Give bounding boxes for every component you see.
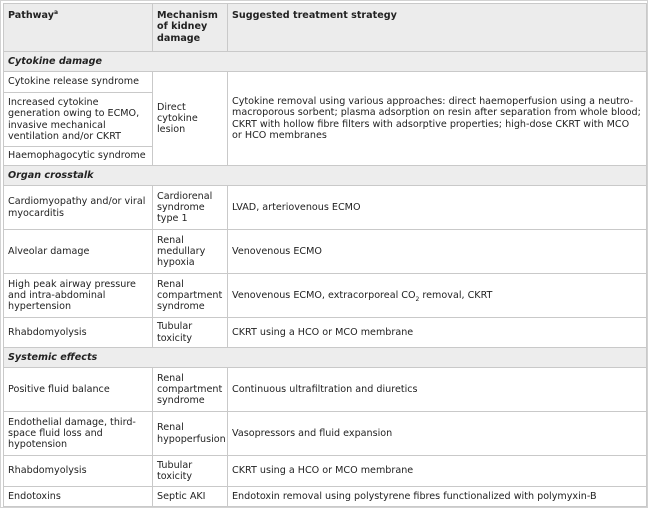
strategy-cell: Venovenous ECMO [228,230,647,274]
strategy-cell: Endotoxin removal using polystyrene fibres functionalized with polymyxin-B [228,487,647,507]
mechanism-cell: Renal hypoperfusion [153,412,228,456]
pathway-cell: High peak airway pressure and intra-abdominal hypertension [4,274,153,318]
mechanism-cell: Cardiorenal syndrome type 1 [153,186,228,230]
pathway-cell: Positive fluid balance [4,368,153,412]
section-title: Systemic effects [4,348,647,368]
strategy-cell: LVAD, arteriovenous ECMO [228,186,647,230]
mechanism-cell: Tubular toxicity [153,318,228,348]
section-row-cytokine [4,52,647,72]
strategy-cell: CKRT using a HCO or MCO membrane [228,318,647,348]
mechanism-cell: Renal compartment syndrome [153,368,228,412]
pathway-cell: Rhabdomyolysis [4,456,153,487]
mechanism-cell: Direct cytokine lesion [153,72,228,166]
strategy-cell: CKRT using a HCO or MCO membrane [228,456,647,487]
section-row-systemic [4,348,647,368]
treatment-table [3,3,647,507]
pathway-cell: Alveolar damage [4,230,153,274]
pathway-cell: Increased cytokine generation owing to ECMO, invasive mechanical ventilation and/or CKRT [4,93,153,147]
table-row [4,412,647,456]
strategy-cell: Venovenous ECMO, extracorporeal $CO_2$ removal, CKRT [228,274,647,318]
table-row [4,368,647,412]
table-row [4,186,647,230]
table-row [4,487,647,507]
header-row [4,4,647,52]
pathway-cell: Cytokine release syndrome [4,72,153,93]
mechanism-cell: Renal medullary hypoxia [153,230,228,274]
section-title: Organ crosstalk [4,166,647,186]
section-row-crosstalk [4,166,647,186]
footnote-marker: a [53,8,59,16]
pathway-cell: Endothelial damage, third-space fluid loss and hypotension [4,412,153,456]
pathway-cell: Cardiomyopathy and/or viral myocarditis [4,186,153,230]
mechanism-cell: Renal compartment syndrome [153,274,228,318]
mechanism-cell: Tubular toxicity [153,456,228,487]
pathway-cell: Haemophagocytic syndrome [4,147,153,166]
strategy-cell: Continuous ultrafiltration and diuretics [228,368,647,412]
header-mechanism: Mechanism of kidney damage [153,4,228,52]
table-row [4,318,647,348]
pathway-cell: Endotoxins [4,487,153,507]
table-row [4,274,647,318]
pathway-cell: Rhabdomyolysis [4,318,153,348]
section-title: Cytokine damage [4,52,647,72]
strategy-cell: Vasopressors and fluid expansion [228,412,647,456]
strategy-cell: Cytokine removal using various approaches: direct haemoperfusion using a neutro-macroporous sorbent; plasma adsorption on resin after separation from whole blood; CKRT with hollow fibre filters with adsorptive properties; high-dose CKRT with MCO or HCO membranes [228,72,647,166]
header-pathway: Pathway$^a$ [4,4,153,52]
header-strategy: Suggested treatment strategy [228,4,647,52]
table-row [4,72,647,93]
table-row [4,456,647,487]
mechanism-cell: Septic AKI [153,487,228,507]
table-row [4,230,647,274]
